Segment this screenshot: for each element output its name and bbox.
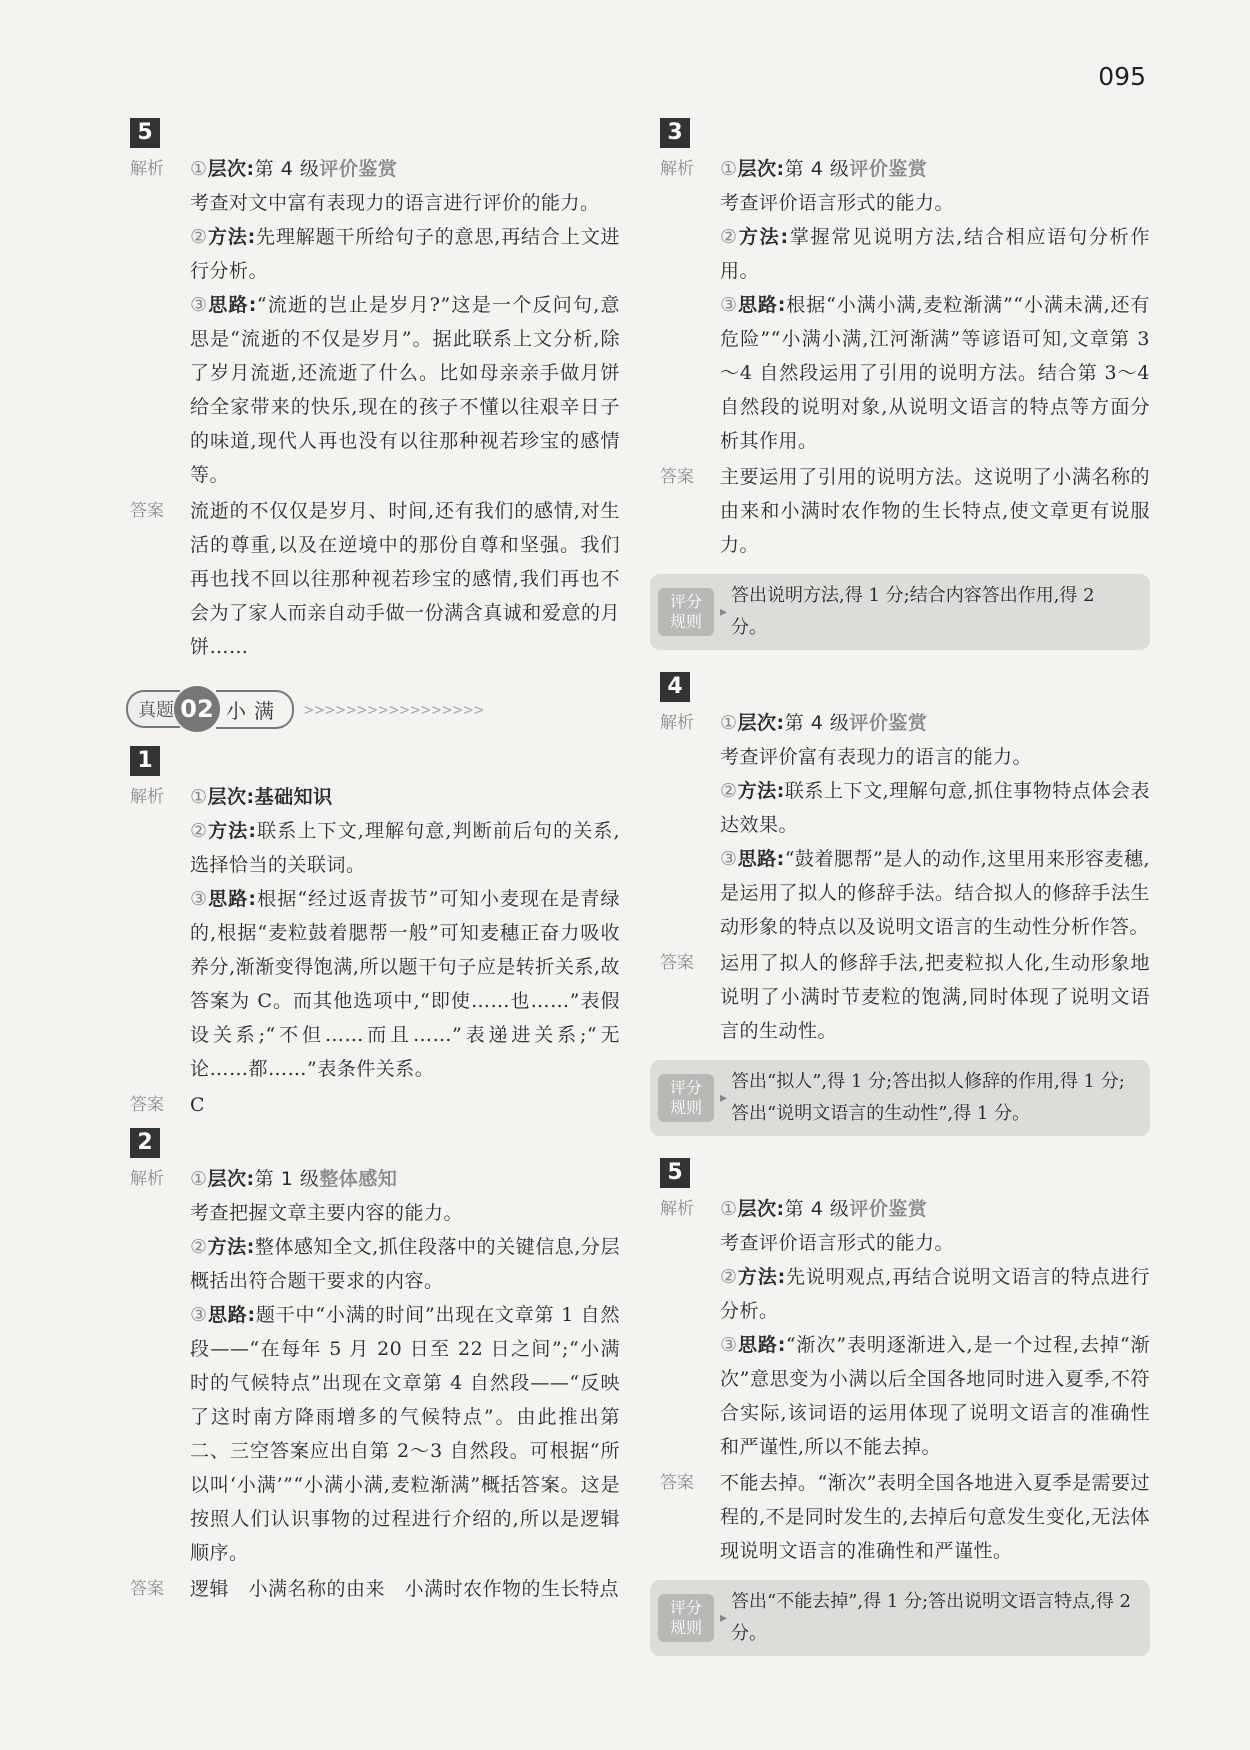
answer-text: 不能去掉。“渐次”表明全国各地进入夏季是需要过程的,不是同时发生的,去掉后句意发生变化,无法体现说明文语言的准确性和严谨性。 bbox=[720, 1472, 1150, 1562]
question-number: 3 bbox=[660, 118, 690, 148]
scoring-rule-text: 答出“拟人”,得 1 分;答出拟人修辞的作用,得 1 分;答出“说明文语言的生动性”,得 1 分。 bbox=[731, 1071, 1125, 1124]
answer-label: 答案 bbox=[660, 467, 694, 487]
answer-text: C bbox=[190, 1094, 206, 1116]
scoring-rule-tag: 评分 规则 bbox=[658, 1594, 714, 1642]
banner-label: 真题 bbox=[126, 690, 180, 728]
answer-label: 答案 bbox=[130, 1095, 164, 1115]
section-banner bbox=[126, 686, 620, 732]
method-line: ②方法:先理解题干所给句子的意思,再结合上文进行分析。 bbox=[190, 226, 620, 282]
question-number: 4 bbox=[660, 672, 690, 702]
question-5-right bbox=[660, 1158, 1150, 1656]
banner-number: 02 bbox=[174, 686, 220, 732]
arrow-icon: ▸ bbox=[720, 604, 728, 620]
question-2 bbox=[130, 1128, 620, 1606]
scoring-rule-text: 答出“不能去掉”,得 1 分;答出说明文语言特点,得 2 分。 bbox=[731, 1591, 1132, 1644]
right-column bbox=[660, 118, 1150, 1678]
method-line: ②方法:联系上下文,理解句意,判断前后句的关系,选择恰当的关联词。 bbox=[190, 820, 620, 876]
left-column bbox=[130, 118, 620, 1612]
approach-line: ③思路:根据“经过返青拔节”可知小麦现在是青绿的,根据“麦粒鼓着腮帮一般”可知麦穗正奋力吸收养分,渐渐变得饱满,所以题干句子应是转折关系,故答案为 C。而其他选项中,“即使……也……”表假设关系;“不但……而且……”表递进关系;“无论……都……”表条件关系。 bbox=[190, 888, 620, 1080]
approach-line: ③思路:“渐次”表明逐渐进入,是一个过程,去掉“渐次”意思变为小满以后全国各地同时进入夏季,不符合实际,该词语的运用体现了说明文语言的准确性和严谨性,所以不能去掉。 bbox=[720, 1334, 1150, 1458]
method-line: ②方法:整体感知全文,抓住段落中的关键信息,分层概括出符合题干要求的内容。 bbox=[190, 1236, 620, 1292]
level-description: 考查评价语言形式的能力。 bbox=[720, 192, 955, 214]
answer-label: 答案 bbox=[660, 953, 694, 973]
question-number: 1 bbox=[130, 746, 160, 776]
question-4 bbox=[660, 672, 1150, 1136]
question-3 bbox=[660, 118, 1150, 650]
level-description: 考查评价语言形式的能力。 bbox=[720, 1232, 955, 1254]
level-line: ①层次:第 4 级评价鉴赏 bbox=[720, 1198, 928, 1220]
analysis-label: 解析 bbox=[130, 159, 164, 179]
method-line: ②方法:联系上下文,理解句意,抓住事物特点体会表达效果。 bbox=[720, 780, 1150, 836]
arrow-icon: ▸ bbox=[720, 1090, 728, 1106]
arrow-icon: ▸ bbox=[720, 1610, 728, 1626]
level-line: ①层次:第 4 级评价鉴赏 bbox=[720, 158, 928, 180]
approach-line: ③思路:题干中“小满的时间”出现在文章第 1 自然段——“在每年 5 月 20 日至 22 日之间”;“小满时的气候特点”出现在文章第 4 自然段——“反映了这时南方降雨增多的气候特点”。由此推出第二、三空答案应出自第 2～3 自然段。可根据“所以叫‘小满’”“小满小满,麦粒渐满”概括答案。这是按照人们认识事物的过程进行介绍的,所以是逻辑顺序。 bbox=[190, 1304, 620, 1564]
answer-label: 答案 bbox=[130, 501, 164, 521]
method-line: ②方法:掌握常见说明方法,结合相应语句分析作用。 bbox=[720, 226, 1150, 282]
scoring-rule-tag: 评分 规则 bbox=[658, 588, 714, 636]
method-line: ②方法:先说明观点,再结合说明文语言的特点进行分析。 bbox=[720, 1266, 1150, 1322]
scoring-rule-box bbox=[650, 1060, 1150, 1136]
question-number: 2 bbox=[130, 1128, 160, 1158]
scoring-rule-tag: 评分 规则 bbox=[658, 1074, 714, 1122]
answer-label: 答案 bbox=[130, 1579, 164, 1599]
answer-text: 流逝的不仅仅是岁月、时间,还有我们的感情,对生活的尊重,以及在逆境中的那份自尊和坚强。我们再也找不回以往那种视若珍宝的感情,我们再也不会为了家人而亲自动手做一份满含真诚和爱意的月饼…… bbox=[190, 500, 620, 658]
scoring-rule-text: 答出说明方法,得 1 分;结合内容答出作用,得 2 分。 bbox=[731, 585, 1095, 638]
answer-label: 答案 bbox=[660, 1473, 694, 1493]
level-line: ①层次:第 4 级评价鉴赏 bbox=[190, 158, 398, 180]
approach-line: ③思路:根据“小满小满,麦粒渐满”“小满未满,还有危险”“小满小满,江河渐满”等谚语可知,文章第 3～4 自然段运用了引用的说明方法。结合第 3～4 自然段的说明对象,从说明文语言的特点等方面分析其作用。 bbox=[720, 294, 1150, 452]
scoring-rule-box bbox=[650, 574, 1150, 650]
answer-text: 运用了拟人的修辞手法,把麦粒拟人化,生动形象地说明了小满时节麦粒的饱满,同时体现了说明文语言的生动性。 bbox=[720, 952, 1150, 1042]
question-5-left bbox=[130, 118, 620, 664]
analysis-label: 解析 bbox=[660, 1199, 694, 1219]
analysis-label: 解析 bbox=[130, 787, 164, 807]
banner-title: 小满 bbox=[216, 690, 294, 729]
level-line: ①层次:基础知识 bbox=[190, 786, 333, 808]
analysis-label: 解析 bbox=[660, 159, 694, 179]
approach-line: ③思路:“鼓着腮帮”是人的动作,这里用来形容麦穗,是运用了拟人的修辞手法。结合拟人的修辞手法生动形象的特点以及说明文语言的生动性分析作答。 bbox=[720, 848, 1150, 938]
question-number: 5 bbox=[130, 118, 160, 148]
scoring-rule-box bbox=[650, 1580, 1150, 1656]
level-line: ①层次:第 1 级整体感知 bbox=[190, 1168, 398, 1190]
analysis-label: 解析 bbox=[660, 713, 694, 733]
level-description: 考查对文中富有表现力的语言进行评价的能力。 bbox=[190, 192, 600, 214]
question-number: 5 bbox=[660, 1158, 690, 1188]
answer-text: 逻辑 小满名称的由来 小满时农作物的生长特点 bbox=[190, 1578, 620, 1600]
answer-text: 主要运用了引用的说明方法。这说明了小满名称的由来和小满时农作物的生长特点,使文章更有说服力。 bbox=[720, 466, 1150, 556]
banner-arrows: >>>>>>>>>>>>>>>>> bbox=[304, 699, 485, 719]
question-1 bbox=[130, 746, 620, 1122]
analysis-label: 解析 bbox=[130, 1169, 164, 1189]
level-description: 考查把握文章主要内容的能力。 bbox=[190, 1202, 464, 1224]
approach-line: ③思路:“流逝的岂止是岁月?”这是一个反问句,意思是“流逝的不仅是岁月”。据此联系上文分析,除了岁月流逝,还流逝了什么。比如母亲亲手做月饼给全家带来的快乐,现在的孩子不懂以往艰辛日子的味道,现代人再也没有以往那种视若珍宝的感情等。 bbox=[190, 294, 620, 486]
page-number: 095 bbox=[1098, 62, 1146, 91]
level-description: 考查评价富有表现力的语言的能力。 bbox=[720, 746, 1033, 768]
level-line: ①层次:第 4 级评价鉴赏 bbox=[720, 712, 928, 734]
